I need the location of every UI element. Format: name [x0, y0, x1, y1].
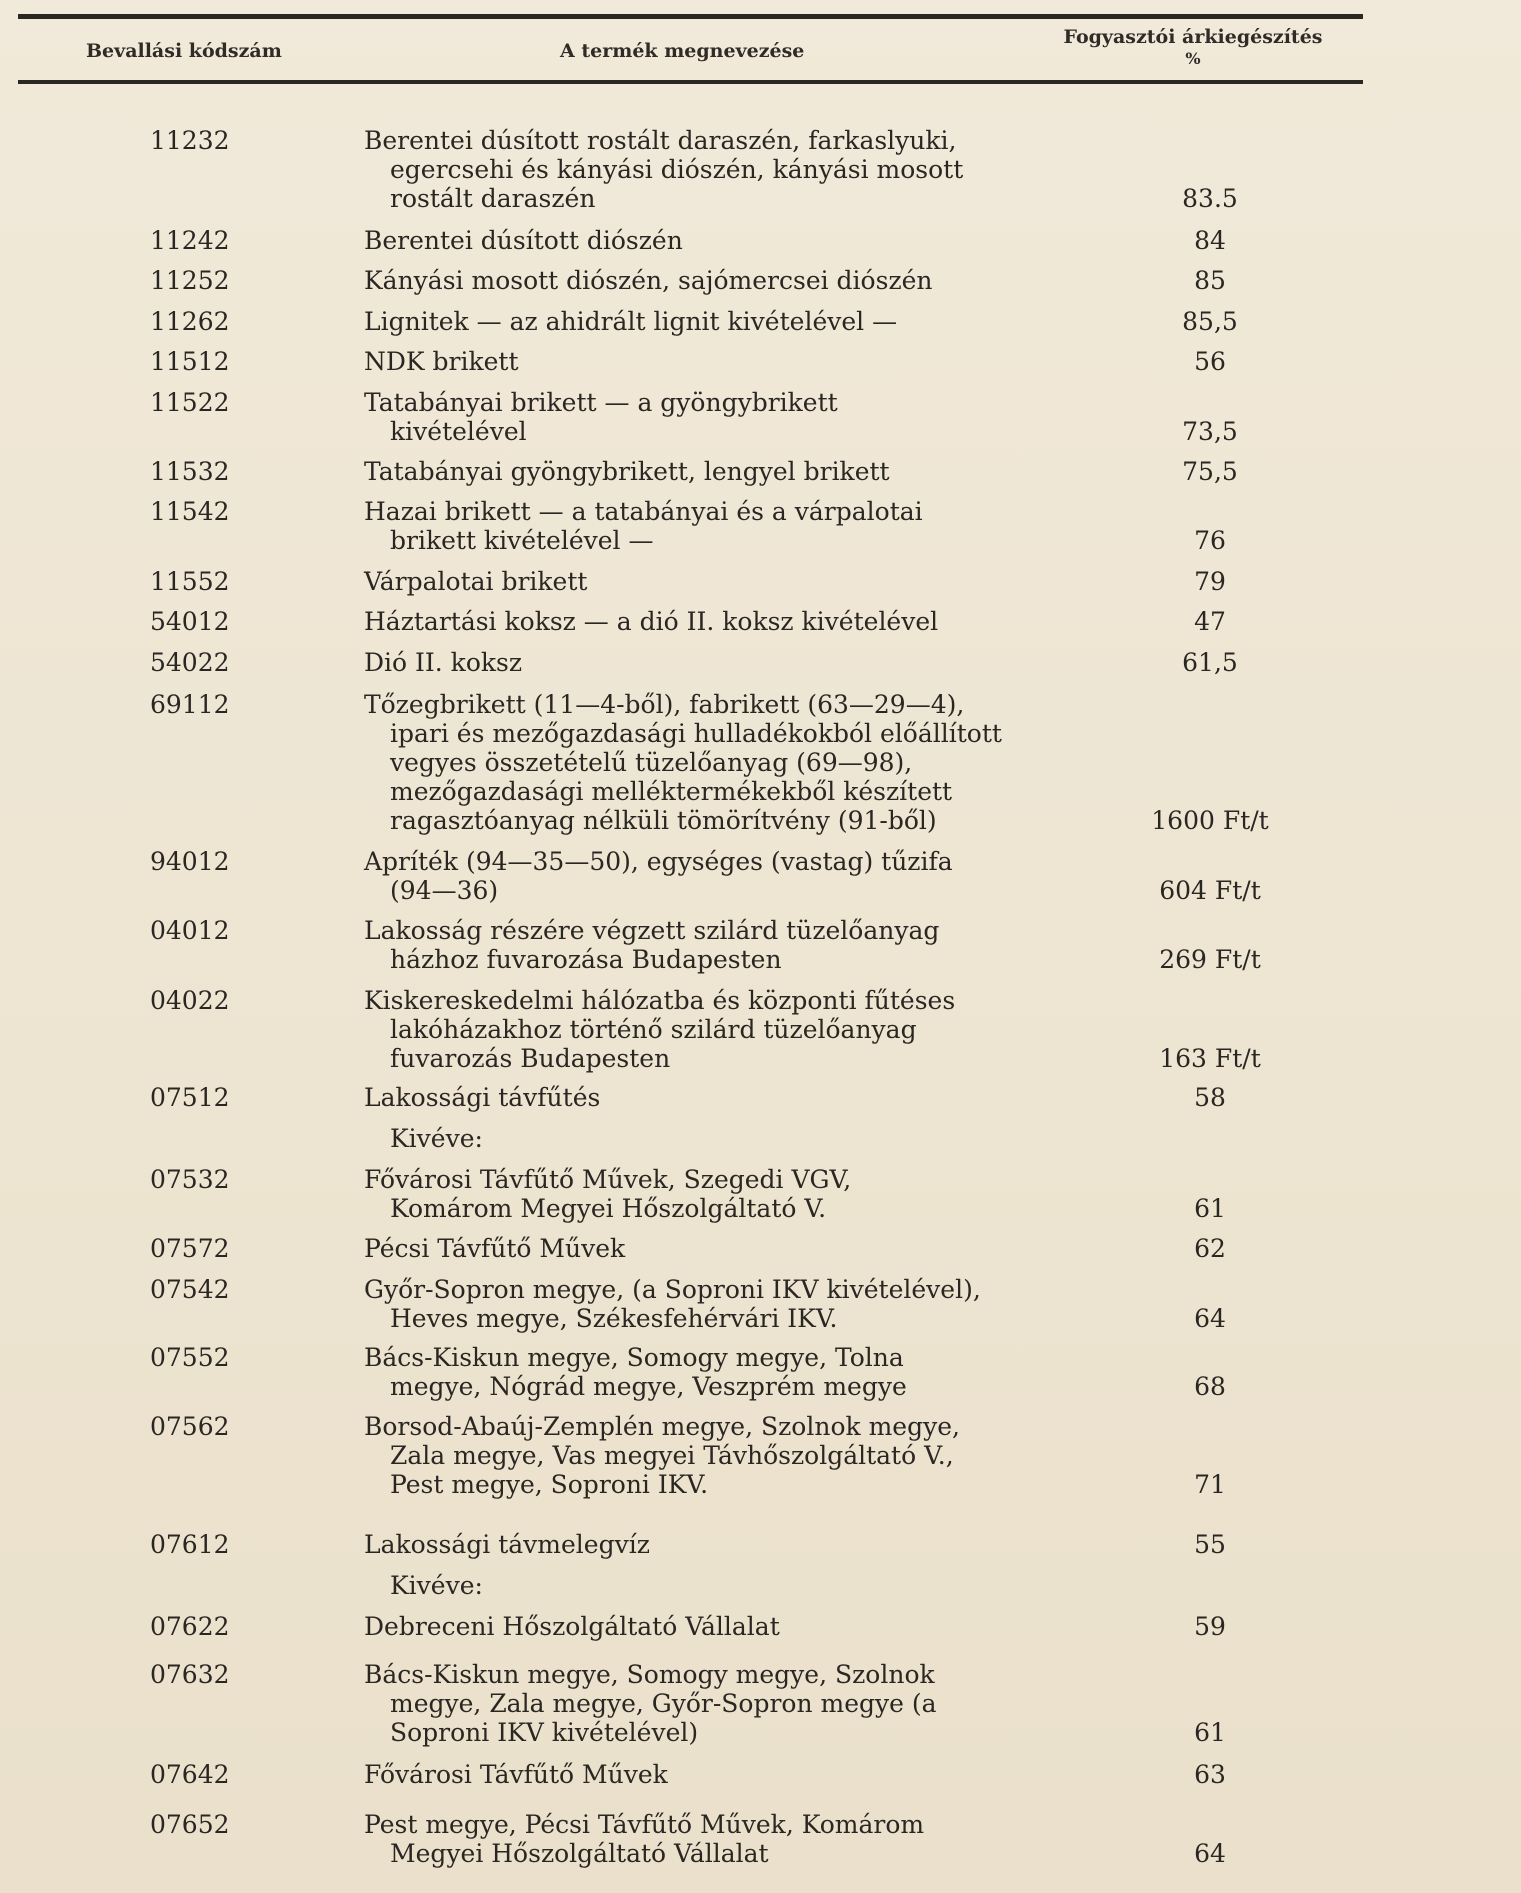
row-description	[364, 1234, 1026, 1263]
description-line: Pécsi Távfűtő Művek	[364, 1234, 626, 1263]
row-code: 07622	[150, 1612, 230, 1641]
description-line: ragasztóanyag nélküli tömörítvény (91-ből)	[390, 806, 937, 835]
row-code: 54022	[150, 648, 230, 677]
row-code: 69112	[150, 690, 230, 719]
description-line: (94—36)	[390, 876, 499, 905]
row-description	[364, 307, 1026, 336]
row-description	[364, 497, 1026, 555]
row-description	[364, 847, 1026, 905]
description-line: Apríték (94—35—50), egységes (vastag) tűzifa	[364, 847, 953, 876]
row-price-supplement: 85,5	[1182, 307, 1238, 336]
row-price-supplement: 58	[1194, 1083, 1226, 1112]
description-line: Debreceni Hőszolgáltató Vállalat	[364, 1612, 780, 1641]
row-price-supplement: 84	[1194, 226, 1226, 255]
description-line: egercsehi és kányási diószén, kányási mosott	[390, 155, 964, 184]
row-price-supplement: 76	[1194, 526, 1226, 555]
row-description	[364, 1760, 1026, 1789]
description-line: Fővárosi Távfűtő Művek, Szegedi VGV,	[364, 1165, 852, 1194]
row-code: 11232	[150, 126, 230, 155]
row-price-supplement: 61,5	[1182, 648, 1238, 677]
description-line: brikett kivételével —	[390, 526, 654, 555]
row-code: 11512	[150, 347, 230, 376]
row-code: 07552	[150, 1343, 230, 1372]
description-line: Bács-Kiskun megye, Somogy megye, Tolna	[364, 1343, 904, 1372]
row-description	[364, 126, 1026, 213]
row-description	[364, 1275, 1026, 1333]
row-code: 07632	[150, 1660, 230, 1689]
row-price-supplement: 75,5	[1182, 457, 1238, 486]
row-description	[364, 1124, 1026, 1153]
row-description	[364, 1612, 1026, 1641]
description-line: Lakossági távfűtés	[364, 1083, 601, 1112]
row-code: 07532	[150, 1165, 230, 1194]
description-line: megye, Zala megye, Győr-Sopron megye (a	[390, 1689, 937, 1718]
description-line: Lakossági távmelegvíz	[364, 1530, 650, 1559]
row-code: 11242	[150, 226, 230, 255]
description-line: Kiskereskedelmi hálózatba és központi fűtéses	[364, 986, 956, 1015]
row-code: 11532	[150, 457, 230, 486]
row-description	[364, 1083, 1026, 1112]
row-code: 94012	[150, 847, 230, 876]
description-line: Tatabányai gyöngybrikett, lengyel brikett	[364, 457, 890, 486]
row-code: 07642	[150, 1760, 230, 1789]
description-line: Kivéve:	[390, 1571, 483, 1600]
row-description	[364, 1660, 1026, 1747]
header-bottom-rule	[18, 80, 1363, 84]
description-line: Borsod-Abaúj-Zemplén megye, Szolnok megye,	[364, 1412, 960, 1441]
description-line: Berentei dúsított diószén	[364, 226, 683, 255]
row-code: 54012	[150, 607, 230, 636]
description-line: Megyei Hőszolgáltató Vállalat	[390, 1839, 769, 1868]
description-line: ipari és mezőgazdasági hulladékokból előállított	[390, 719, 1002, 748]
description-line: Kivéve:	[390, 1124, 483, 1153]
row-price-supplement: 68	[1194, 1372, 1226, 1401]
row-description	[364, 1530, 1026, 1559]
row-code: 07572	[150, 1234, 230, 1263]
row-price-supplement: 269 Ft/t	[1159, 945, 1261, 974]
description-line: Háztartási koksz — a dió II. koksz kivételével	[364, 607, 939, 636]
row-description	[364, 648, 1026, 677]
row-description	[364, 266, 1026, 295]
row-price-supplement: 61	[1194, 1718, 1226, 1747]
description-line: kivételével	[390, 417, 527, 446]
row-code: 11542	[150, 497, 230, 526]
description-line: Pest megye, Pécsi Távfűtő Művek, Komárom	[364, 1810, 925, 1839]
row-description	[364, 690, 1026, 835]
description-line: megye, Nógrád megye, Veszprém megye	[390, 1372, 907, 1401]
row-code: 11522	[150, 388, 230, 417]
description-line: házhoz fuvarozása Budapesten	[390, 945, 782, 974]
description-line: fuvarozás Budapesten	[390, 1044, 671, 1073]
row-code: 04012	[150, 916, 230, 945]
description-line: mezőgazdasági melléktermékekből készített	[390, 777, 953, 806]
row-description	[364, 457, 1026, 486]
row-code: 07542	[150, 1275, 230, 1304]
description-line: Hazai brikett — a tatabányai és a várpalotai	[364, 497, 923, 526]
row-description	[364, 1165, 1026, 1223]
column-header-price-supplement	[1058, 26, 1328, 68]
row-code: 04022	[150, 986, 230, 1015]
row-description	[364, 226, 1026, 255]
price-supplement-unit: %	[1185, 49, 1201, 68]
description-line: Kányási mosott diószén, sajómercsei diószén	[364, 266, 933, 295]
description-line: Várpalotai brikett	[364, 567, 588, 596]
description-line: Bács-Kiskun megye, Somogy megye, Szolnok	[364, 1660, 935, 1689]
row-code: 11262	[150, 307, 230, 336]
description-line: Lakosság részére végzett szilárd tüzelőanyag	[364, 916, 940, 945]
description-line: vegyes összetételű tüzelőanyag (69—98),	[390, 748, 913, 777]
row-description	[364, 607, 1026, 636]
row-description	[364, 916, 1026, 974]
row-description	[364, 1810, 1026, 1868]
row-price-supplement: 79	[1194, 567, 1226, 596]
row-price-supplement: 85	[1194, 266, 1226, 295]
price-supplement-label: Fogyasztói árkiegészítés	[1063, 26, 1323, 48]
row-price-supplement: 56	[1194, 347, 1226, 376]
row-price-supplement: 64	[1194, 1839, 1226, 1868]
row-code: 07562	[150, 1412, 230, 1441]
description-line: Soproni IKV kivételével)	[390, 1718, 699, 1747]
row-code: 07612	[150, 1530, 230, 1559]
row-description	[364, 388, 1026, 446]
row-price-supplement: 59	[1194, 1612, 1226, 1641]
row-price-supplement: 1600 Ft/t	[1151, 806, 1269, 835]
row-price-supplement: 55	[1194, 1530, 1226, 1559]
row-description	[364, 347, 1026, 376]
row-description	[364, 1343, 1026, 1401]
row-price-supplement: 61	[1194, 1194, 1226, 1223]
column-header-code: Bevallási kódszám	[86, 40, 282, 62]
description-line: rostált daraszén	[390, 184, 596, 213]
description-line: Tatabányai brikett — a gyöngybrikett	[364, 388, 838, 417]
row-description	[364, 567, 1026, 596]
description-line: Berentei dúsított rostált daraszén, farkaslyuki,	[364, 126, 957, 155]
description-line: Dió II. koksz	[364, 648, 523, 677]
row-code: 11252	[150, 266, 230, 295]
row-code: 07652	[150, 1810, 230, 1839]
row-price-supplement: 71	[1194, 1470, 1226, 1499]
description-line: Komárom Megyei Hőszolgáltató V.	[390, 1194, 827, 1223]
description-line: Győr-Sopron megye, (a Soproni IKV kivételével),	[364, 1275, 981, 1304]
row-price-supplement: 63	[1194, 1760, 1226, 1789]
description-line: Tőzegbrikett (11—4-ből), fabrikett (63—29—4),	[364, 690, 965, 719]
description-line: Zala megye, Vas megyei Távhőszolgáltató V.,	[390, 1441, 954, 1470]
row-price-supplement: 47	[1194, 607, 1226, 636]
description-line: Lignitek — az ahidrált lignit kivételével —	[364, 307, 898, 336]
row-code: 07512	[150, 1083, 230, 1112]
row-description	[364, 1412, 1026, 1499]
row-code: 11552	[150, 567, 230, 596]
row-price-supplement: 62	[1194, 1234, 1226, 1263]
row-price-supplement: 73,5	[1182, 417, 1238, 446]
row-price-supplement: 604 Ft/t	[1159, 876, 1261, 905]
column-header-product-name: A termék megnevezése	[560, 40, 805, 62]
description-line: NDK brikett	[364, 347, 519, 376]
row-price-supplement: 83.5	[1182, 184, 1238, 213]
row-price-supplement: 163 Ft/t	[1159, 1044, 1261, 1073]
description-line: Heves megye, Székesfehérvári IKV.	[390, 1304, 838, 1333]
header-top-rule	[18, 14, 1363, 19]
description-line: Fővárosi Távfűtő Művek	[364, 1760, 668, 1789]
row-price-supplement: 64	[1194, 1304, 1226, 1333]
row-description	[364, 986, 1026, 1073]
description-line: lakóházakhoz történő szilárd tüzelőanyag	[390, 1015, 917, 1044]
row-description	[364, 1571, 1026, 1600]
description-line: Pest megye, Soproni IKV.	[390, 1470, 709, 1499]
